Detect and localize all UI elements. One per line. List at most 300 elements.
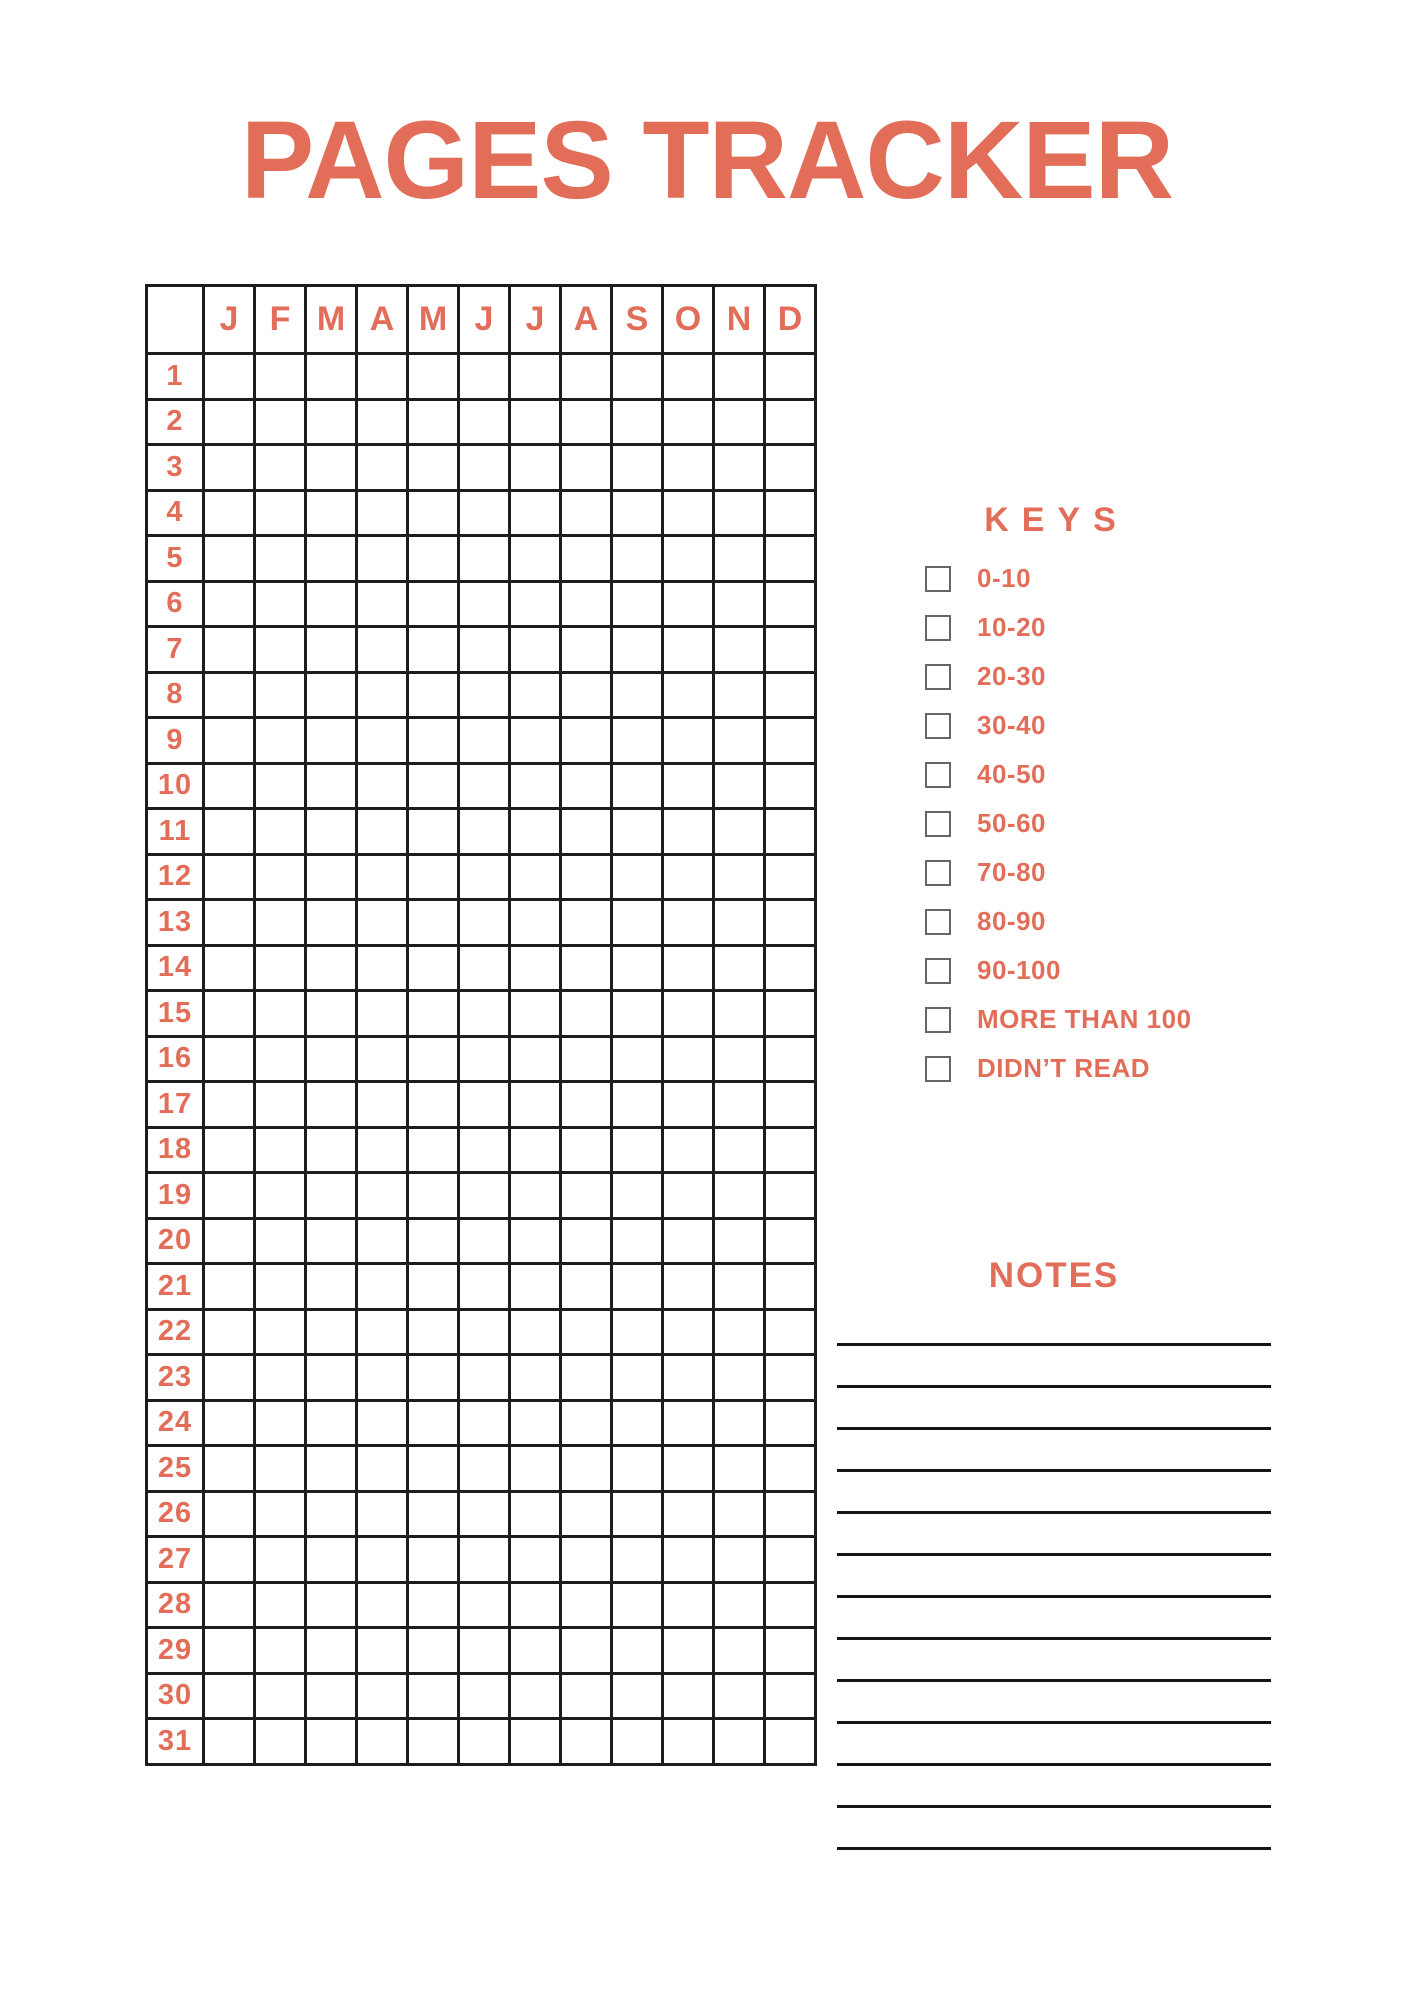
tracker-cell[interactable] <box>204 354 255 400</box>
tracker-cell[interactable] <box>306 854 357 900</box>
tracker-cell[interactable] <box>408 354 459 400</box>
tracker-cell[interactable] <box>663 1537 714 1583</box>
tracker-cell[interactable] <box>510 1582 561 1628</box>
tracker-cell[interactable] <box>612 718 663 764</box>
tracker-cell[interactable] <box>765 1309 816 1355</box>
tracker-cell[interactable] <box>408 1173 459 1219</box>
tracker-cell[interactable] <box>510 1673 561 1719</box>
tracker-cell[interactable] <box>663 945 714 991</box>
tracker-cell[interactable] <box>765 399 816 445</box>
tracker-cell[interactable] <box>204 536 255 582</box>
tracker-cell[interactable] <box>459 445 510 491</box>
tracker-cell[interactable] <box>357 581 408 627</box>
tracker-cell[interactable] <box>765 581 816 627</box>
tracker-cell[interactable] <box>459 1127 510 1173</box>
tracker-cell[interactable] <box>357 1400 408 1446</box>
tracker-cell[interactable] <box>612 672 663 718</box>
tracker-cell[interactable] <box>204 809 255 855</box>
tracker-cell[interactable] <box>663 672 714 718</box>
tracker-cell[interactable] <box>408 1400 459 1446</box>
tracker-cell[interactable] <box>459 627 510 673</box>
tracker-cell[interactable] <box>510 1082 561 1128</box>
tracker-cell[interactable] <box>765 1218 816 1264</box>
tracker-cell[interactable] <box>765 536 816 582</box>
tracker-cell[interactable] <box>204 1582 255 1628</box>
tracker-cell[interactable] <box>765 854 816 900</box>
tracker-cell[interactable] <box>714 1173 765 1219</box>
tracker-cell[interactable] <box>408 1309 459 1355</box>
tracker-cell[interactable] <box>459 1264 510 1310</box>
tracker-cell[interactable] <box>663 1491 714 1537</box>
tracker-cell[interactable] <box>306 1036 357 1082</box>
tracker-cell[interactable] <box>765 672 816 718</box>
tracker-cell[interactable] <box>612 1036 663 1082</box>
tracker-cell[interactable] <box>612 1082 663 1128</box>
tracker-cell[interactable] <box>714 945 765 991</box>
tracker-cell[interactable] <box>408 445 459 491</box>
tracker-cell[interactable] <box>561 945 612 991</box>
tracker-cell[interactable] <box>459 490 510 536</box>
tracker-cell[interactable] <box>612 399 663 445</box>
tracker-cell[interactable] <box>255 1355 306 1401</box>
tracker-cell[interactable] <box>255 1309 306 1355</box>
tracker-cell[interactable] <box>306 763 357 809</box>
tracker-cell[interactable] <box>612 1491 663 1537</box>
tracker-cell[interactable] <box>459 1628 510 1674</box>
tracker-cell[interactable] <box>510 809 561 855</box>
key-checkbox[interactable] <box>925 1056 951 1082</box>
tracker-cell[interactable] <box>561 1082 612 1128</box>
tracker-cell[interactable] <box>357 900 408 946</box>
tracker-cell[interactable] <box>459 718 510 764</box>
tracker-cell[interactable] <box>663 445 714 491</box>
tracker-cell[interactable] <box>306 581 357 627</box>
tracker-cell[interactable] <box>714 1309 765 1355</box>
tracker-cell[interactable] <box>408 490 459 536</box>
tracker-cell[interactable] <box>510 627 561 673</box>
tracker-cell[interactable] <box>255 1673 306 1719</box>
tracker-cell[interactable] <box>255 1218 306 1264</box>
tracker-cell[interactable] <box>204 490 255 536</box>
tracker-cell[interactable] <box>459 1537 510 1583</box>
tracker-cell[interactable] <box>357 854 408 900</box>
key-checkbox[interactable] <box>925 860 951 886</box>
tracker-cell[interactable] <box>459 672 510 718</box>
tracker-cell[interactable] <box>408 1673 459 1719</box>
tracker-cell[interactable] <box>561 445 612 491</box>
tracker-cell[interactable] <box>357 1218 408 1264</box>
tracker-cell[interactable] <box>714 1400 765 1446</box>
tracker-cell[interactable] <box>561 1173 612 1219</box>
tracker-cell[interactable] <box>408 1036 459 1082</box>
tracker-cell[interactable] <box>714 1218 765 1264</box>
tracker-cell[interactable] <box>612 490 663 536</box>
tracker-cell[interactable] <box>612 1537 663 1583</box>
tracker-cell[interactable] <box>714 354 765 400</box>
tracker-cell[interactable] <box>765 1719 816 1765</box>
tracker-cell[interactable] <box>204 763 255 809</box>
key-checkbox[interactable] <box>925 664 951 690</box>
tracker-cell[interactable] <box>357 627 408 673</box>
tracker-cell[interactable] <box>561 627 612 673</box>
tracker-cell[interactable] <box>663 718 714 764</box>
tracker-cell[interactable] <box>561 354 612 400</box>
tracker-cell[interactable] <box>561 1491 612 1537</box>
key-checkbox[interactable] <box>925 566 951 592</box>
tracker-cell[interactable] <box>714 1719 765 1765</box>
tracker-cell[interactable] <box>765 809 816 855</box>
tracker-cell[interactable] <box>714 1537 765 1583</box>
tracker-cell[interactable] <box>561 1719 612 1765</box>
tracker-cell[interactable] <box>765 1400 816 1446</box>
tracker-cell[interactable] <box>459 1491 510 1537</box>
tracker-cell[interactable] <box>204 581 255 627</box>
tracker-cell[interactable] <box>765 1082 816 1128</box>
tracker-cell[interactable] <box>612 445 663 491</box>
tracker-cell[interactable] <box>663 1264 714 1310</box>
tracker-cell[interactable] <box>306 1309 357 1355</box>
tracker-cell[interactable] <box>612 763 663 809</box>
key-checkbox[interactable] <box>925 811 951 837</box>
tracker-cell[interactable] <box>204 1218 255 1264</box>
tracker-cell[interactable] <box>255 627 306 673</box>
tracker-cell[interactable] <box>255 1537 306 1583</box>
tracker-cell[interactable] <box>459 763 510 809</box>
tracker-cell[interactable] <box>357 1491 408 1537</box>
tracker-cell[interactable] <box>459 809 510 855</box>
tracker-cell[interactable] <box>408 854 459 900</box>
tracker-cell[interactable] <box>459 991 510 1037</box>
tracker-cell[interactable] <box>765 763 816 809</box>
tracker-cell[interactable] <box>612 581 663 627</box>
tracker-cell[interactable] <box>714 809 765 855</box>
tracker-cell[interactable] <box>204 945 255 991</box>
tracker-cell[interactable] <box>510 1491 561 1537</box>
tracker-cell[interactable] <box>357 354 408 400</box>
tracker-cell[interactable] <box>306 809 357 855</box>
tracker-cell[interactable] <box>204 900 255 946</box>
tracker-cell[interactable] <box>663 399 714 445</box>
tracker-cell[interactable] <box>408 945 459 991</box>
tracker-cell[interactable] <box>255 581 306 627</box>
tracker-cell[interactable] <box>408 1264 459 1310</box>
tracker-cell[interactable] <box>714 1127 765 1173</box>
tracker-cell[interactable] <box>357 1127 408 1173</box>
tracker-cell[interactable] <box>408 1582 459 1628</box>
tracker-cell[interactable] <box>408 536 459 582</box>
tracker-cell[interactable] <box>510 581 561 627</box>
tracker-cell[interactable] <box>765 1127 816 1173</box>
tracker-cell[interactable] <box>459 1082 510 1128</box>
tracker-cell[interactable] <box>663 627 714 673</box>
tracker-cell[interactable] <box>408 763 459 809</box>
tracker-cell[interactable] <box>204 445 255 491</box>
tracker-cell[interactable] <box>612 1719 663 1765</box>
tracker-cell[interactable] <box>714 1491 765 1537</box>
tracker-cell[interactable] <box>714 1673 765 1719</box>
tracker-cell[interactable] <box>255 1127 306 1173</box>
tracker-cell[interactable] <box>357 809 408 855</box>
tracker-cell[interactable] <box>510 718 561 764</box>
tracker-cell[interactable] <box>255 536 306 582</box>
tracker-cell[interactable] <box>612 1309 663 1355</box>
tracker-cell[interactable] <box>561 1673 612 1719</box>
tracker-cell[interactable] <box>765 1355 816 1401</box>
tracker-cell[interactable] <box>306 1582 357 1628</box>
tracker-cell[interactable] <box>765 900 816 946</box>
tracker-cell[interactable] <box>408 1491 459 1537</box>
key-checkbox[interactable] <box>925 615 951 641</box>
key-checkbox[interactable] <box>925 713 951 739</box>
tracker-cell[interactable] <box>510 1173 561 1219</box>
tracker-cell[interactable] <box>255 1173 306 1219</box>
tracker-cell[interactable] <box>510 900 561 946</box>
tracker-cell[interactable] <box>408 1218 459 1264</box>
tracker-cell[interactable] <box>714 854 765 900</box>
tracker-cell[interactable] <box>561 809 612 855</box>
tracker-cell[interactable] <box>306 1719 357 1765</box>
tracker-cell[interactable] <box>561 490 612 536</box>
tracker-cell[interactable] <box>459 536 510 582</box>
tracker-cell[interactable] <box>255 1446 306 1492</box>
tracker-cell[interactable] <box>612 809 663 855</box>
tracker-cell[interactable] <box>306 900 357 946</box>
tracker-cell[interactable] <box>459 1173 510 1219</box>
tracker-cell[interactable] <box>561 1264 612 1310</box>
tracker-cell[interactable] <box>306 399 357 445</box>
tracker-cell[interactable] <box>408 581 459 627</box>
tracker-cell[interactable] <box>357 945 408 991</box>
tracker-cell[interactable] <box>459 581 510 627</box>
tracker-cell[interactable] <box>765 1446 816 1492</box>
tracker-cell[interactable] <box>765 1537 816 1583</box>
tracker-cell[interactable] <box>204 1082 255 1128</box>
tracker-cell[interactable] <box>561 900 612 946</box>
tracker-cell[interactable] <box>459 1446 510 1492</box>
tracker-cell[interactable] <box>357 1628 408 1674</box>
tracker-cell[interactable] <box>510 1446 561 1492</box>
tracker-cell[interactable] <box>357 1355 408 1401</box>
tracker-cell[interactable] <box>561 581 612 627</box>
tracker-cell[interactable] <box>204 1537 255 1583</box>
tracker-cell[interactable] <box>612 945 663 991</box>
tracker-cell[interactable] <box>663 536 714 582</box>
tracker-cell[interactable] <box>663 1446 714 1492</box>
tracker-cell[interactable] <box>663 1218 714 1264</box>
tracker-cell[interactable] <box>510 1036 561 1082</box>
tracker-cell[interactable] <box>204 1400 255 1446</box>
tracker-cell[interactable] <box>408 627 459 673</box>
tracker-cell[interactable] <box>663 1127 714 1173</box>
tracker-cell[interactable] <box>255 900 306 946</box>
tracker-cell[interactable] <box>561 1582 612 1628</box>
tracker-cell[interactable] <box>612 354 663 400</box>
tracker-cell[interactable] <box>408 672 459 718</box>
tracker-cell[interactable] <box>612 900 663 946</box>
tracker-cell[interactable] <box>306 1628 357 1674</box>
tracker-cell[interactable] <box>459 945 510 991</box>
tracker-cell[interactable] <box>408 1127 459 1173</box>
tracker-cell[interactable] <box>408 1537 459 1583</box>
tracker-cell[interactable] <box>408 1082 459 1128</box>
tracker-cell[interactable] <box>612 1264 663 1310</box>
tracker-cell[interactable] <box>714 490 765 536</box>
tracker-cell[interactable] <box>663 354 714 400</box>
tracker-cell[interactable] <box>255 1582 306 1628</box>
tracker-cell[interactable] <box>204 1264 255 1310</box>
tracker-cell[interactable] <box>612 854 663 900</box>
tracker-cell[interactable] <box>306 445 357 491</box>
tracker-cell[interactable] <box>510 536 561 582</box>
tracker-cell[interactable] <box>306 718 357 764</box>
key-checkbox[interactable] <box>925 1007 951 1033</box>
tracker-cell[interactable] <box>459 1719 510 1765</box>
tracker-cell[interactable] <box>204 718 255 764</box>
tracker-cell[interactable] <box>765 1673 816 1719</box>
tracker-cell[interactable] <box>510 1355 561 1401</box>
tracker-cell[interactable] <box>459 1673 510 1719</box>
tracker-cell[interactable] <box>357 1719 408 1765</box>
tracker-cell[interactable] <box>663 1719 714 1765</box>
tracker-cell[interactable] <box>714 763 765 809</box>
tracker-cell[interactable] <box>612 1628 663 1674</box>
tracker-cell[interactable] <box>255 991 306 1037</box>
tracker-cell[interactable] <box>765 991 816 1037</box>
tracker-cell[interactable] <box>255 1628 306 1674</box>
tracker-cell[interactable] <box>357 536 408 582</box>
tracker-cell[interactable] <box>204 1719 255 1765</box>
tracker-cell[interactable] <box>765 1628 816 1674</box>
tracker-cell[interactable] <box>459 1309 510 1355</box>
tracker-cell[interactable] <box>459 900 510 946</box>
tracker-cell[interactable] <box>204 991 255 1037</box>
tracker-cell[interactable] <box>255 1491 306 1537</box>
tracker-cell[interactable] <box>663 1355 714 1401</box>
key-checkbox[interactable] <box>925 909 951 935</box>
tracker-cell[interactable] <box>612 1355 663 1401</box>
tracker-cell[interactable] <box>255 1400 306 1446</box>
tracker-cell[interactable] <box>408 1628 459 1674</box>
tracker-cell[interactable] <box>255 945 306 991</box>
tracker-cell[interactable] <box>204 399 255 445</box>
tracker-cell[interactable] <box>561 672 612 718</box>
tracker-cell[interactable] <box>663 1173 714 1219</box>
tracker-cell[interactable] <box>714 627 765 673</box>
tracker-cell[interactable] <box>357 1446 408 1492</box>
tracker-cell[interactable] <box>408 718 459 764</box>
tracker-cell[interactable] <box>612 1400 663 1446</box>
tracker-cell[interactable] <box>459 1036 510 1082</box>
tracker-cell[interactable] <box>306 1446 357 1492</box>
tracker-cell[interactable] <box>408 1446 459 1492</box>
tracker-cell[interactable] <box>714 445 765 491</box>
tracker-cell[interactable] <box>204 1036 255 1082</box>
tracker-cell[interactable] <box>663 900 714 946</box>
tracker-cell[interactable] <box>306 1218 357 1264</box>
tracker-cell[interactable] <box>204 627 255 673</box>
tracker-cell[interactable] <box>204 854 255 900</box>
tracker-cell[interactable] <box>306 490 357 536</box>
tracker-cell[interactable] <box>255 672 306 718</box>
tracker-cell[interactable] <box>255 809 306 855</box>
tracker-cell[interactable] <box>561 854 612 900</box>
tracker-cell[interactable] <box>459 1355 510 1401</box>
tracker-cell[interactable] <box>510 1400 561 1446</box>
tracker-cell[interactable] <box>561 1127 612 1173</box>
tracker-cell[interactable] <box>255 854 306 900</box>
tracker-cell[interactable] <box>561 1537 612 1583</box>
tracker-cell[interactable] <box>510 1264 561 1310</box>
tracker-cell[interactable] <box>510 945 561 991</box>
key-checkbox[interactable] <box>925 958 951 984</box>
key-checkbox[interactable] <box>925 762 951 788</box>
tracker-cell[interactable] <box>306 1673 357 1719</box>
tracker-cell[interactable] <box>612 1127 663 1173</box>
tracker-cell[interactable] <box>357 1537 408 1583</box>
tracker-cell[interactable] <box>510 354 561 400</box>
tracker-cell[interactable] <box>255 354 306 400</box>
tracker-cell[interactable] <box>663 809 714 855</box>
tracker-cell[interactable] <box>663 1582 714 1628</box>
tracker-cell[interactable] <box>663 1673 714 1719</box>
tracker-cell[interactable] <box>714 1036 765 1082</box>
tracker-cell[interactable] <box>561 1309 612 1355</box>
tracker-cell[interactable] <box>510 763 561 809</box>
tracker-cell[interactable] <box>204 1673 255 1719</box>
tracker-cell[interactable] <box>561 536 612 582</box>
tracker-cell[interactable] <box>306 1264 357 1310</box>
tracker-cell[interactable] <box>765 1491 816 1537</box>
tracker-cell[interactable] <box>510 1537 561 1583</box>
tracker-cell[interactable] <box>204 1173 255 1219</box>
tracker-cell[interactable] <box>306 1400 357 1446</box>
tracker-cell[interactable] <box>663 1400 714 1446</box>
tracker-cell[interactable] <box>714 1582 765 1628</box>
tracker-cell[interactable] <box>765 354 816 400</box>
tracker-cell[interactable] <box>612 627 663 673</box>
tracker-cell[interactable] <box>765 945 816 991</box>
tracker-cell[interactable] <box>357 1309 408 1355</box>
tracker-cell[interactable] <box>510 399 561 445</box>
tracker-cell[interactable] <box>765 627 816 673</box>
tracker-cell[interactable] <box>510 1309 561 1355</box>
tracker-cell[interactable] <box>510 854 561 900</box>
tracker-cell[interactable] <box>510 1628 561 1674</box>
tracker-cell[interactable] <box>255 490 306 536</box>
tracker-cell[interactable] <box>612 1582 663 1628</box>
tracker-cell[interactable] <box>714 718 765 764</box>
tracker-cell[interactable] <box>663 581 714 627</box>
tracker-cell[interactable] <box>765 1036 816 1082</box>
tracker-cell[interactable] <box>255 1264 306 1310</box>
tracker-cell[interactable] <box>204 1309 255 1355</box>
tracker-cell[interactable] <box>561 1400 612 1446</box>
tracker-cell[interactable] <box>561 763 612 809</box>
tracker-cell[interactable] <box>714 581 765 627</box>
tracker-cell[interactable] <box>204 672 255 718</box>
tracker-cell[interactable] <box>306 354 357 400</box>
tracker-cell[interactable] <box>510 991 561 1037</box>
tracker-cell[interactable] <box>357 1264 408 1310</box>
tracker-cell[interactable] <box>306 1173 357 1219</box>
tracker-cell[interactable] <box>612 536 663 582</box>
tracker-cell[interactable] <box>408 1355 459 1401</box>
tracker-cell[interactable] <box>306 991 357 1037</box>
tracker-cell[interactable] <box>765 490 816 536</box>
tracker-cell[interactable] <box>306 1355 357 1401</box>
tracker-cell[interactable] <box>255 763 306 809</box>
tracker-cell[interactable] <box>612 1673 663 1719</box>
